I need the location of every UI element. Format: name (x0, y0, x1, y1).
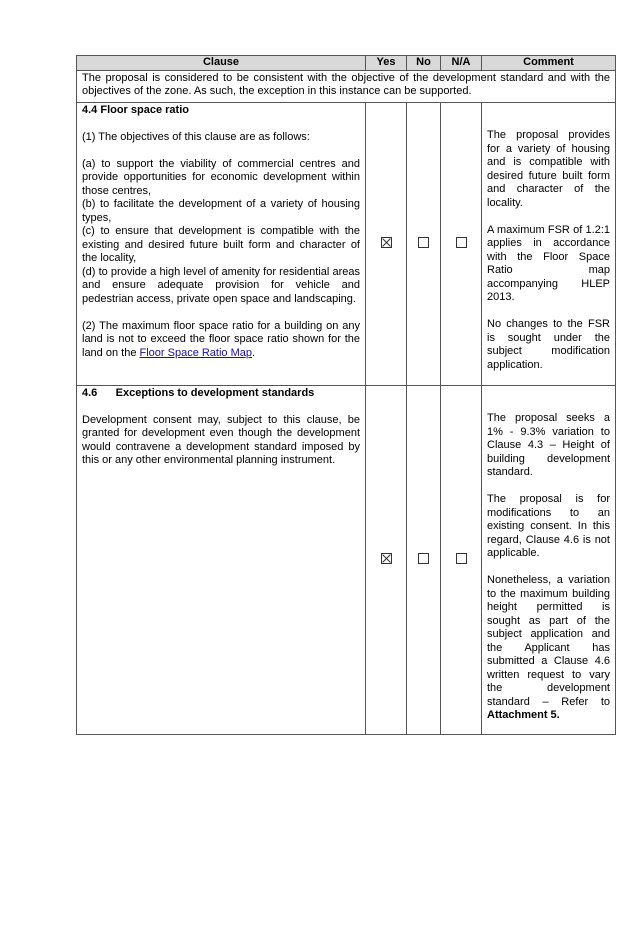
comment-cell-4-4 (482, 102, 616, 385)
clause-objective-b: (b) to facilitate the development of a variety of housing types, (82, 198, 360, 224)
header-comment: Comment (482, 56, 616, 71)
yes-cell (366, 102, 407, 385)
header-no: No (407, 56, 441, 71)
na-cell (441, 102, 482, 385)
comment-paragraph: A maximum FSR of 1.2:1 applies in accordance with the Floor Space Ratio map accompanying HLEP 2013. (487, 223, 610, 303)
comment-paragraph: No changes to the FSR is sought under the subject modification application. (487, 318, 610, 371)
clause-body: Development consent may, subject to this clause, be granted for development even though the development would contravene a development standard imposed by this or any other environmental planning instrument. (82, 413, 360, 466)
header-yes: Yes (366, 56, 407, 71)
attachment-reference: Attachment 5. (487, 709, 560, 721)
intro-row (77, 70, 616, 102)
no-cell (407, 102, 441, 385)
comment-text: Nonetheless, a variation to the maximum building height permitted is sought as part of the subject application and the Applicant has submitted a Clause 4.6 written request to vary the development standard – Refer to (487, 574, 610, 708)
no-cell (407, 385, 441, 734)
na-checkbox[interactable] (456, 553, 467, 564)
clause-heading: 4.4 Floor space ratio (82, 103, 189, 116)
no-checkbox[interactable] (418, 553, 429, 564)
clause-cell-4-4 (77, 102, 366, 385)
clause-table (76, 55, 616, 735)
floor-space-ratio-map-link[interactable]: Floor Space Ratio Map (139, 346, 252, 359)
clause-objective-a: (a) to support the viability of commercial centres and provide opportunities for economic development within those centres, (82, 157, 360, 197)
clause-objective-c: (c) to ensure that development is compatible with the existing and desired future built form and character of the locality, (82, 225, 360, 264)
na-cell (441, 385, 482, 734)
header-row (77, 56, 616, 71)
table-row (77, 102, 616, 385)
clause-2-text: (2) The maximum floor space ratio for a building on any land is not to exceed the floor space ratio shown for the land on the (82, 319, 360, 359)
intro-text: The proposal is considered to be consistent with the objective of the development standard and with the objectives of the zone. As such, the exception in this instance can be supported. (77, 70, 616, 102)
clause-objective-d: (d) to provide a high level of amenity for residential areas and ensure adequate provision for vehicle and pedestrian access, private open space and landscaping. (82, 265, 360, 305)
no-checkbox[interactable] (418, 237, 429, 248)
table-row (77, 385, 616, 734)
clause-heading: 4.6 Exceptions to development standards (82, 386, 315, 399)
comment-paragraph: The proposal provides for a variety of housing and is compatible with desired future built form and character of the locality. (487, 129, 610, 209)
na-checkbox[interactable] (456, 237, 467, 248)
clause-2 (82, 320, 360, 361)
clause-cell-4-6 (77, 385, 366, 734)
comment-cell-4-6 (482, 385, 616, 734)
header-clause: Clause (77, 56, 366, 71)
yes-cell (366, 385, 407, 734)
clause-2-end: . (252, 346, 256, 359)
yes-checkbox[interactable] (381, 237, 392, 248)
clause-objectives-intro: (1) The objectives of this clause are as follows: (82, 130, 310, 143)
header-na: N/A (441, 56, 482, 71)
comment-paragraph (487, 574, 610, 723)
comment-paragraph: The proposal is for modifications to an existing consent. In this regard, Clause 4.6 is not applicable. (487, 493, 610, 559)
yes-checkbox[interactable] (381, 553, 392, 564)
comment-paragraph: The proposal seeks a 1% - 9.3% variation to Clause 4.3 – Height of building development standard. (487, 412, 610, 478)
